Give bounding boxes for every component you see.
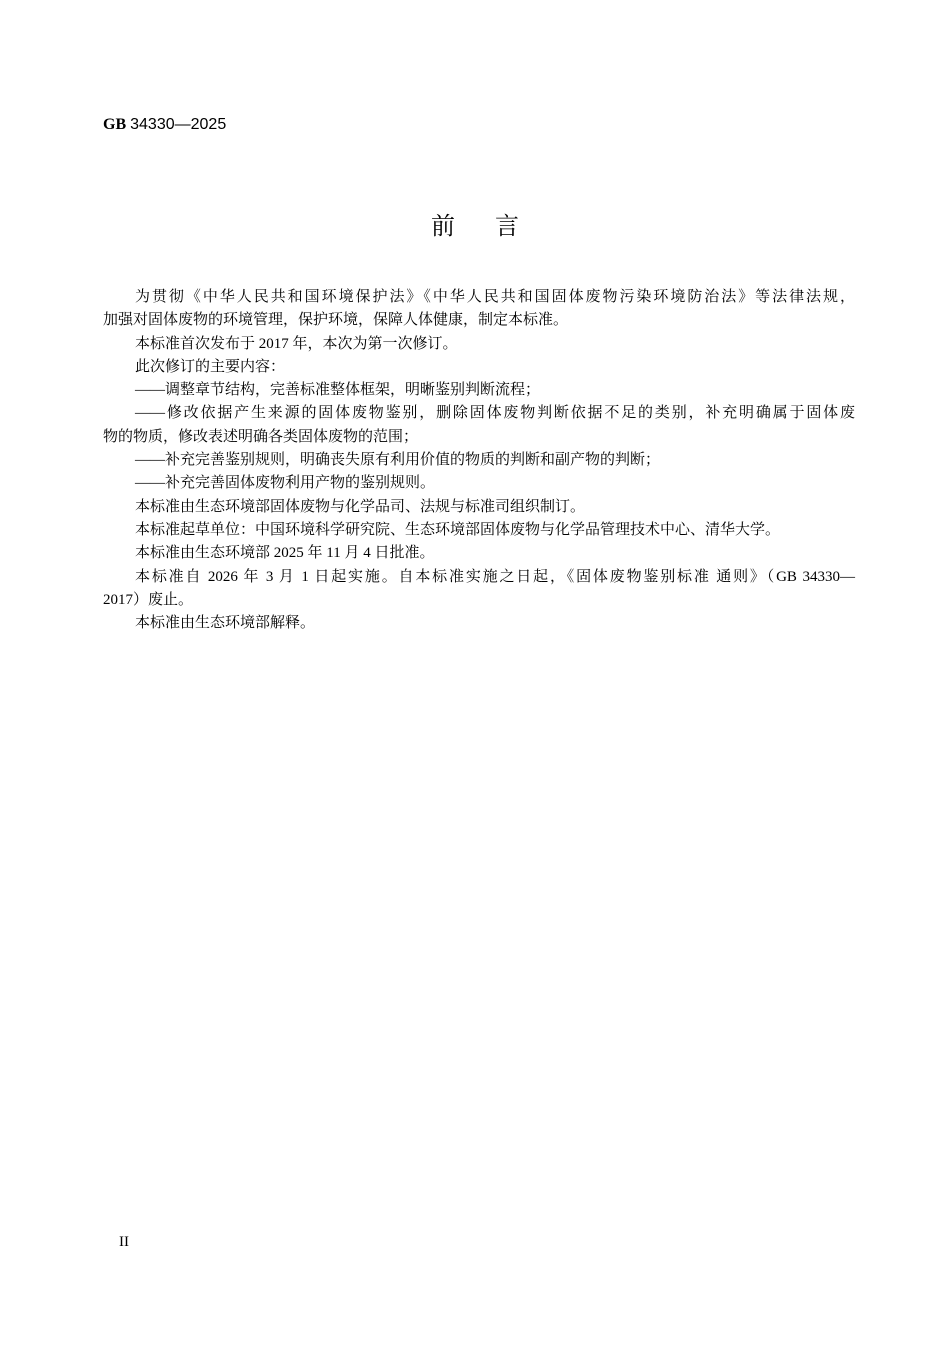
paragraph-line: 2017）废止。 [103, 591, 194, 608]
paragraph-line: 本标准自 2026 年 3 月 1 日起实施。自本标准实施之日起，《固体废物鉴别标准 通则》（GB 34330— [135, 568, 855, 585]
page-number: II [119, 1234, 129, 1250]
paragraph-line: 加强对固体废物的环境管理，保护环境，保障人体健康，制定本标准。 [103, 312, 569, 329]
paragraph-line: ——调整章节结构，完善标准整体框架，明晰鉴别判断流程； [135, 382, 541, 399]
foreword-body [103, 286, 855, 635]
standard-prefix: GB [103, 116, 127, 133]
paragraph-line: 此次修订的主要内容： [135, 358, 286, 375]
standard-header [103, 116, 226, 134]
paragraph-line: 本标准起草单位：中国环境科学研究院、生态环境部固体废物与化学品管理技术中心、清华大学。 [135, 521, 781, 538]
paragraph-line: 本标准由生态环境部 2025 年 11 月 4 日批准。 [135, 545, 435, 562]
paragraph-line: ——修改依据产生来源的固体废物鉴别，删除固体废物判断依据不足的类别，补充明确属于固体废 [135, 405, 855, 422]
paragraph-line: ——补充完善鉴别规则，明确丧失原有利用价值的物质的判断和副产物的判断； [135, 452, 661, 469]
paragraph-line: 本标准由生态环境部解释。 [135, 615, 316, 632]
paragraph-line: 物的物质，修改表述明确各类固体废物的范围； [103, 428, 419, 445]
paragraph-line: 本标准由生态环境部固体废物与化学品司、法规与标准司组织制订。 [135, 498, 586, 515]
paragraph-line: 本标准首次发布于 2017 年，本次为第一次修订。 [135, 335, 458, 352]
paragraph-line: ——补充完善固体废物利用产物的鉴别规则。 [135, 475, 436, 492]
paragraph-line: 为贯彻《中华人民共和国环境保护法》《中华人民共和国固体废物污染环境防治法》等法律法规， [135, 289, 855, 305]
page-title: 前言 [431, 214, 559, 240]
standard-number: 34330—2025 [130, 116, 227, 133]
